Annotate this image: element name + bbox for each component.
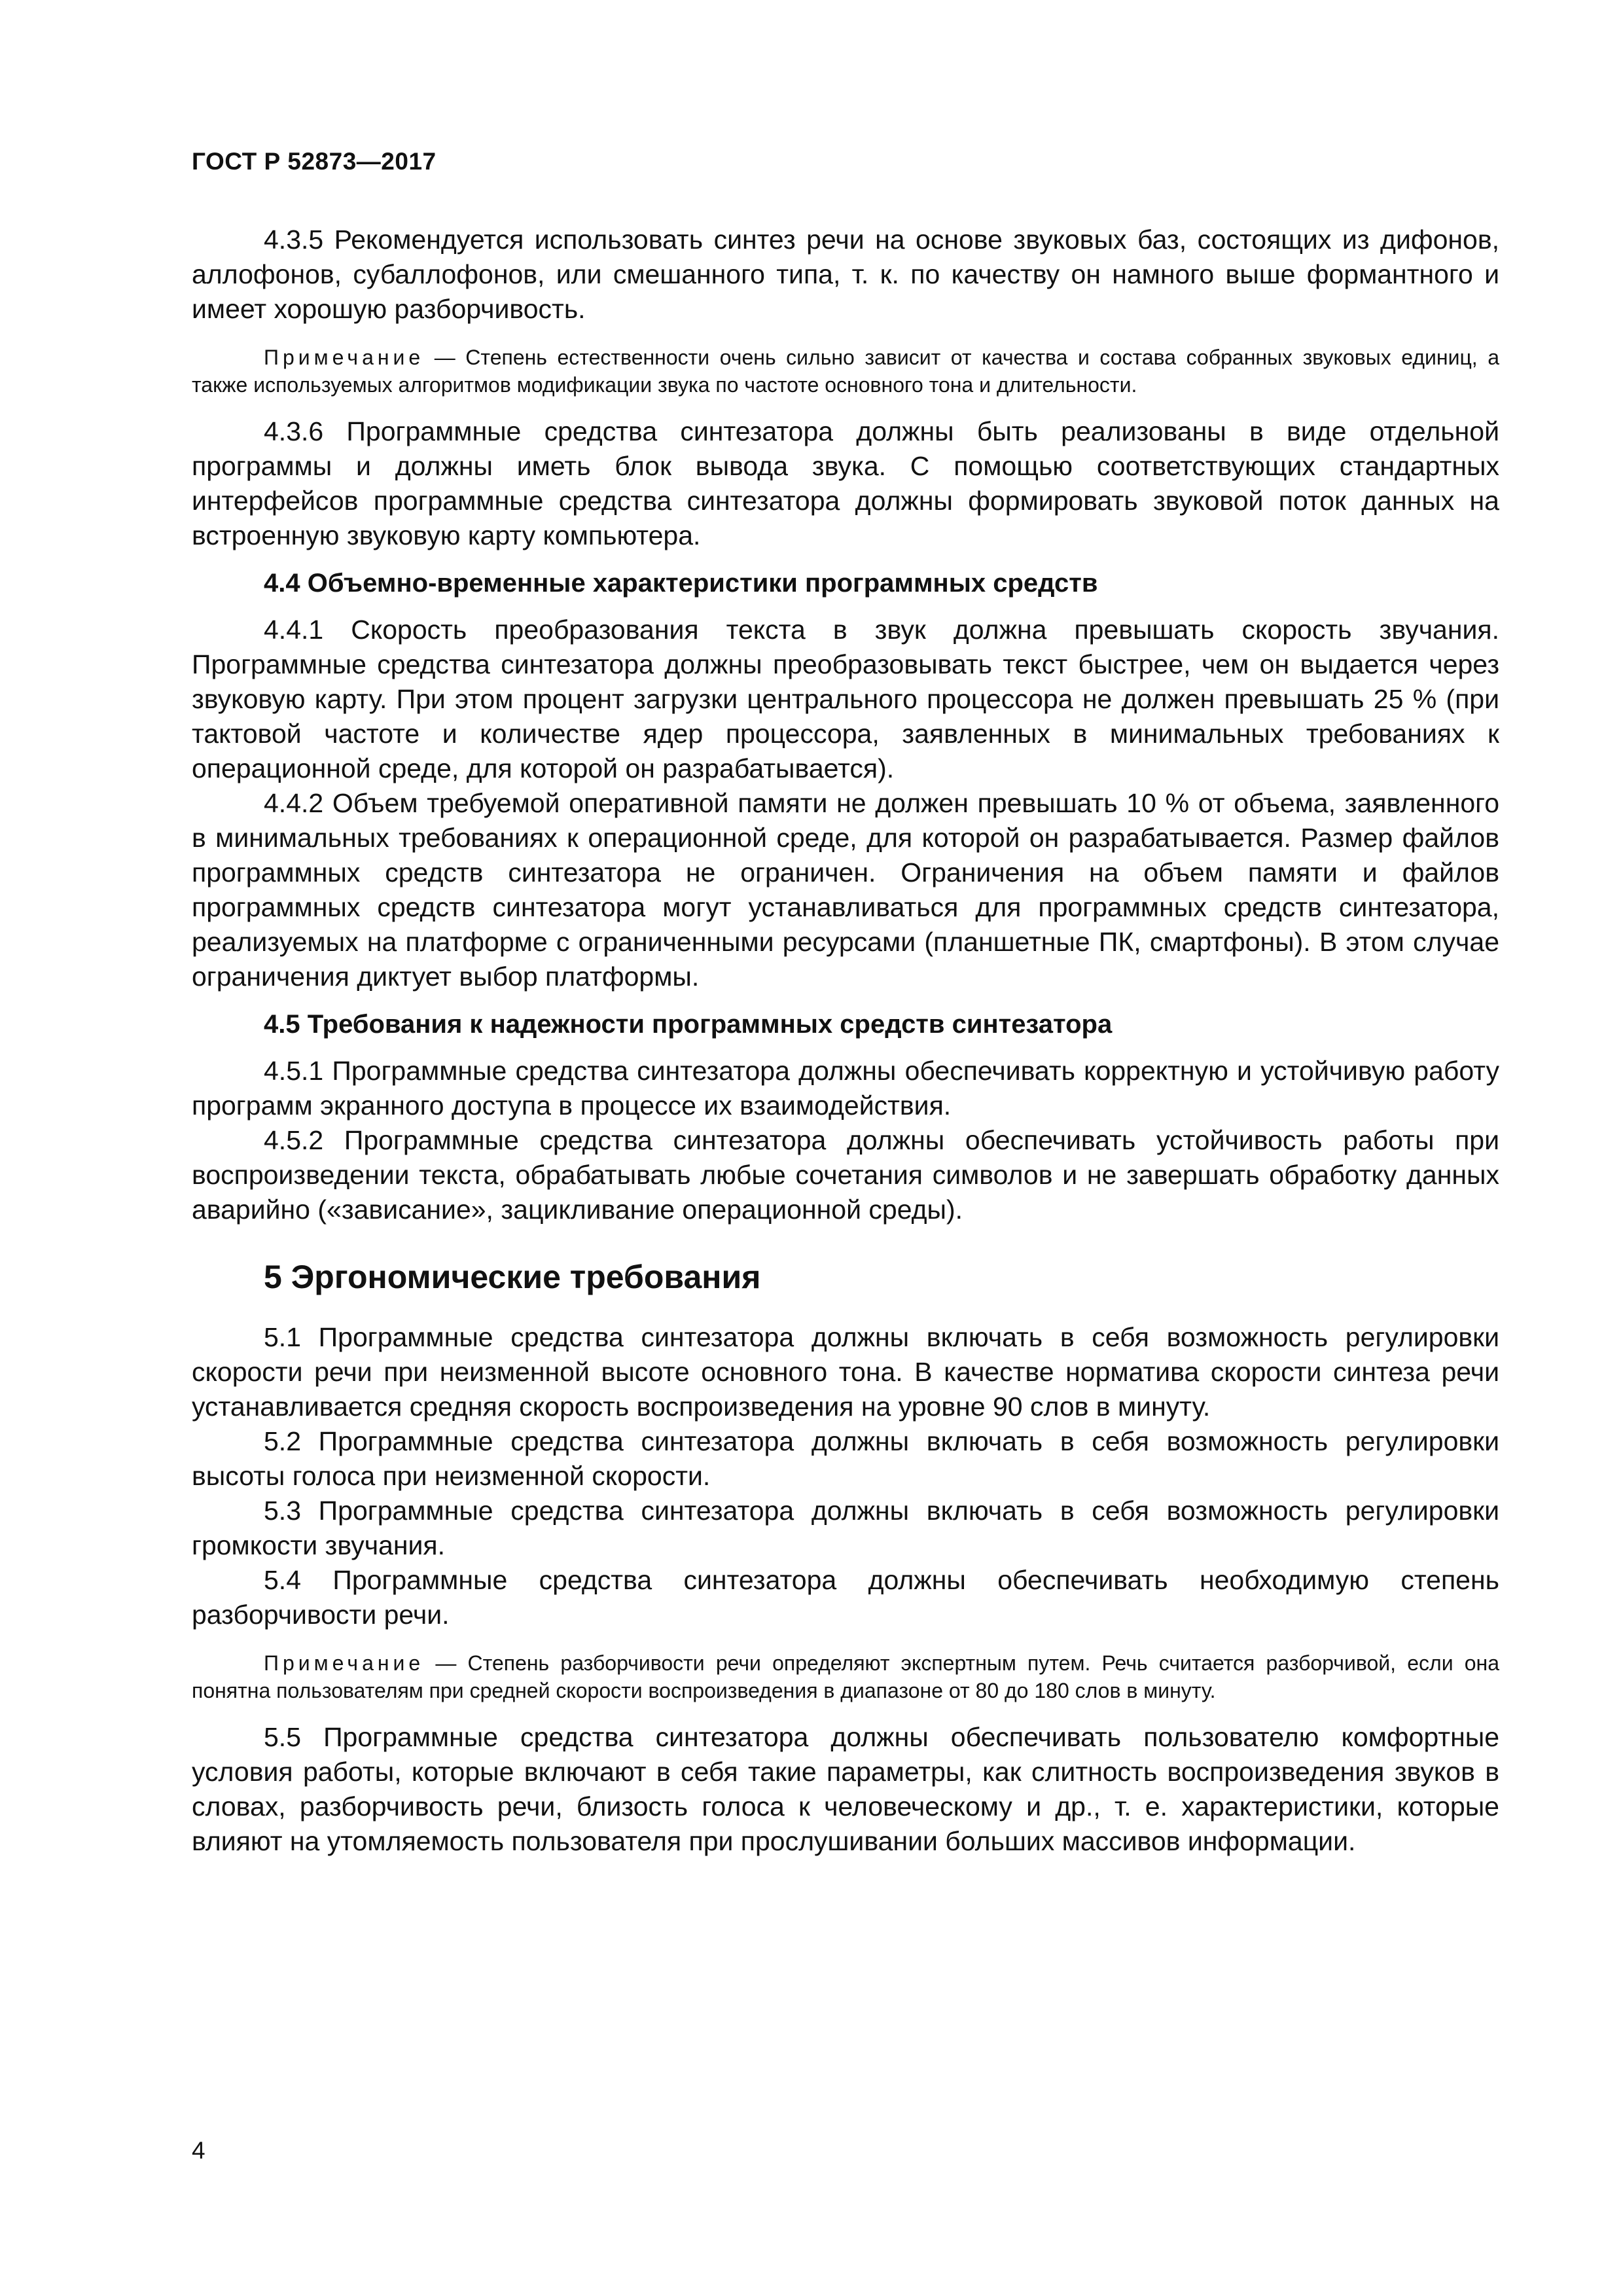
page-body (192, 223, 1499, 1859)
paragraph-4-3-5: 4.3.5 Рекомендуется использовать синтез речи на основе звуковых баз, состоящих из дифонов, аллофонов, субаллофонов, или смешанного типа, т. к. по качеству он намного выше формантного и имеет хорошую разборчивость. (192, 224, 1499, 324)
paragraph-5-2: 5.2 Программные средства синтезатора должны включать в себя возможность регулировки высоты голоса при неизменной скорости. (192, 1426, 1499, 1491)
paragraph-5-3: 5.3 Программные средства синтезатора должны включать в себя возможность регулировки громкости звучания. (192, 1496, 1499, 1560)
note-text: — Степень разборчивости речи определяют экспертным путем. Речь считается разборчивой, если она понятна пользователям при средней скорости воспроизведения в диапазоне от 80 до 180 слов в минуту. (192, 1651, 1499, 1702)
note-label: Примечание (264, 1651, 425, 1675)
heading-4-5: 4.5 Требования к надежности программных средств синтезатора (264, 1010, 1113, 1039)
paragraph-4-3-6: 4.3.6 Программные средства синтезатора должны быть реализованы в виде отдельной программы и должны иметь блок вывода звука. С помощью соответствующих стандартных интерфейсов программные средства синтезатора должны формировать звуковой поток данных на встроенную звуковую карту компьютера. (192, 416, 1499, 550)
document-header: ГОСТ Р 52873—2017 (192, 148, 437, 175)
paragraph-5-1: 5.1 Программные средства синтезатора должны включать в себя возможность регулировки скорости речи при неизменной высоте основного тона. В качестве норматива скорости синтеза речи устанавливается средняя скорость воспроизведения на уровне 90 слов в минуту. (192, 1322, 1499, 1422)
note-text: — Степень естественности очень сильно зависит от качества и состава собранных звуковых единиц, а также используемых алгоритмов модификации звука по частоте основного тона и длительности. (192, 346, 1499, 397)
note-1 (192, 344, 1499, 399)
page-number: 4 (192, 2137, 205, 2164)
note-2 (192, 1649, 1499, 1704)
paragraph-4-5-1: 4.5.1 Программные средства синтезатора должны обеспечивать корректную и устойчивую работу программ экранного доступа в процессе их взаимодействия. (192, 1056, 1499, 1121)
note-label: Примечание (264, 346, 425, 369)
paragraph-4-5-2: 4.5.2 Программные средства синтезатора должны обеспечивать устойчивость работы при воспроизведении текста, обрабатывать любые сочетания символов и не завершать обработку данных аварийно («зависание», зацикливание операционной среды). (192, 1125, 1499, 1225)
paragraph-5-4: 5.4 Программные средства синтезатора должны обеспечивать необходимую степень разборчивости речи. (192, 1565, 1499, 1630)
heading-4-4: 4.4 Объемно-временные характеристики программных средств (264, 569, 1098, 598)
section-title-5: 5 Эргономические требования (264, 1259, 761, 1295)
paragraph-4-4-1: 4.4.1 Скорость преобразования текста в звук должна превышать скорость звучания. Программные средства синтезатора должны преобразовывать текст быстрее, чем он выдается через звуковую карту. При этом процент загрузки центрального процессора не должен превышать 25 % (при тактовой частоте и количестве ядер процессора, заявленных в минимальных требованиях к операционной среде, для которой он разрабатывается). (192, 615, 1499, 783)
paragraph-4-4-2: 4.4.2 Объем требуемой оперативной памяти не должен превышать 10 % от объема, заявленного в минимальных требованиях к операционной среде, для которой он разрабатывается. Размер файлов программных средств синтезатора не ограничен. Ограничения на объем памяти и файлов программных средств синтезатора могут устанавливаться для программных средств синтезатора, реализуемых на платформе с ограниченными ресурсами (планшетные ПК, смартфоны). В этом случае ограничения диктует выбор платформы. (192, 788, 1499, 992)
paragraph-5-5: 5.5 Программные средства синтезатора должны обеспечивать пользователю комфортные условия работы, которые включают в себя такие параметры, как слитность воспроизведения звуков в словах, разборчивость речи, близость голоса к человеческому и др., т. е. характеристики, которые влияют на утомляемость пользователя при прослушивании больших массивов информации. (192, 1722, 1499, 1856)
